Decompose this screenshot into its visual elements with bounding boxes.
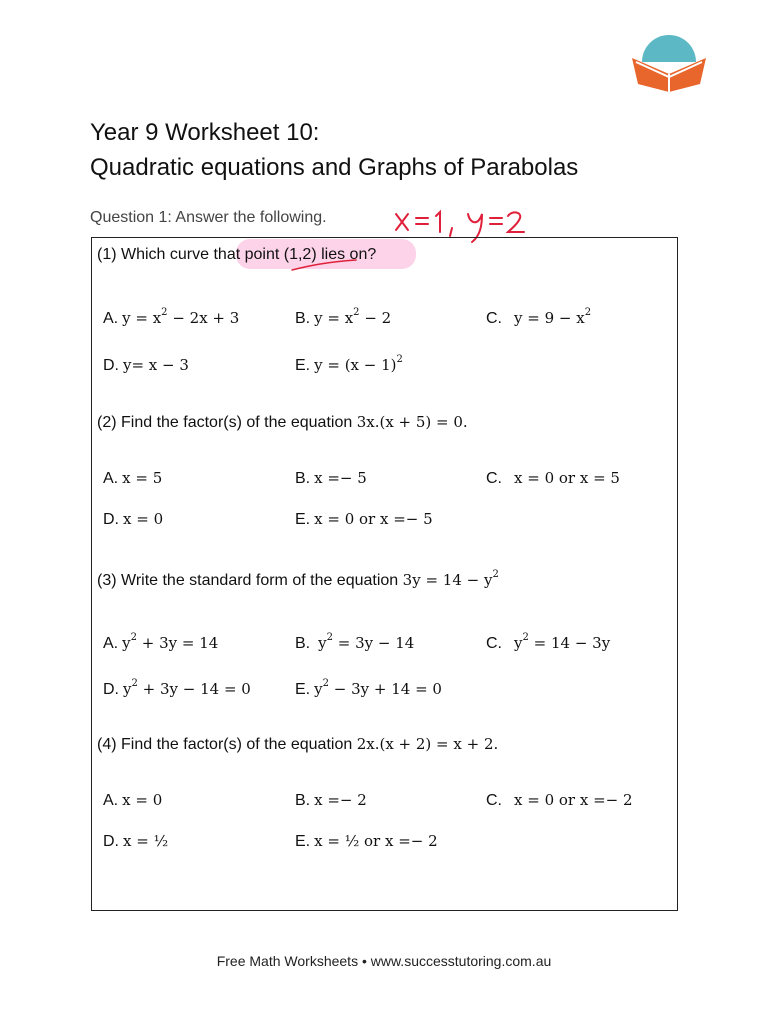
q1-option-d[interactable]: D. y= x − 3 [103,356,189,374]
question-2-equation: 3x.(x + 5) = 0. [356,413,468,431]
worksheet-subtitle: Quadratic equations and Graphs of Parabolas [90,154,579,181]
q1-option-b[interactable]: B. $y = x^2 - 2$ [295,307,392,327]
footer-text[interactable]: Free Math Worksheets • www.successtutoring.com.au [216,953,552,969]
q1-option-e[interactable]: E. $y = (x - 1)^2$ [295,354,403,374]
question-2-prompt: (2) Find the factor(s) of the equation 3x.(x + 5) = 0. [97,413,468,431]
q2-option-b[interactable]: B. x =− 5 [295,469,367,487]
q3-option-c[interactable]: C. $y^2 = 14 - 3y$ [486,632,611,652]
q3-option-d[interactable]: D. $y^2 + 3y - 14 = 0$ [103,678,251,698]
question-4-equation: 2x.(x + 2) = x + 2. [356,735,499,753]
q4-option-c[interactable]: C. x = 0 or x =− 2 [486,791,633,809]
q3-option-b[interactable]: B. $y^2 = 3y - 14$ [295,632,415,652]
q4-option-e[interactable]: E. x = ½ or x =− 2 [295,832,438,850]
q1-option-c[interactable]: C. $y = 9 - x^2$ [486,307,592,327]
worksheet-title: Year 9 Worksheet 10: [90,119,320,146]
question-3-prompt: (3) Write the standard form of the equation $3y = 14 - y^2$ [97,569,499,589]
q3-option-a[interactable]: A. $y^2 + 3y = 14$ [103,632,219,652]
question-3-equation: $3y = 14 - y^2$ [402,569,499,589]
q2-option-a[interactable]: A. x = 5 [103,469,163,487]
q2-option-e[interactable]: E. x = 0 or x =− 5 [295,510,433,528]
q4-option-b[interactable]: B. x =− 2 [295,791,367,809]
q4-option-d[interactable]: D. x = ½ [103,832,169,850]
question-4-prompt: (4) Find the factor(s) of the equation 2x.(x + 2) = x + 2. [97,735,499,753]
q2-option-c[interactable]: C. x = 0 or x = 5 [486,469,620,487]
book-logo-icon [628,34,710,94]
question-1-prompt: (1) Which curve that point (1,2) lies on? [97,246,377,263]
q1-option-a[interactable]: A. $y = x^2 - 2x + 3$ [103,307,240,327]
q3-option-e[interactable]: E. $y^2 - 3y + 14 = 0$ [295,678,442,698]
q2-option-d[interactable]: D. x = 0 [103,510,164,528]
question-heading: Question 1: Answer the following. [90,209,327,226]
q4-option-a[interactable]: A. x = 0 [103,791,163,809]
